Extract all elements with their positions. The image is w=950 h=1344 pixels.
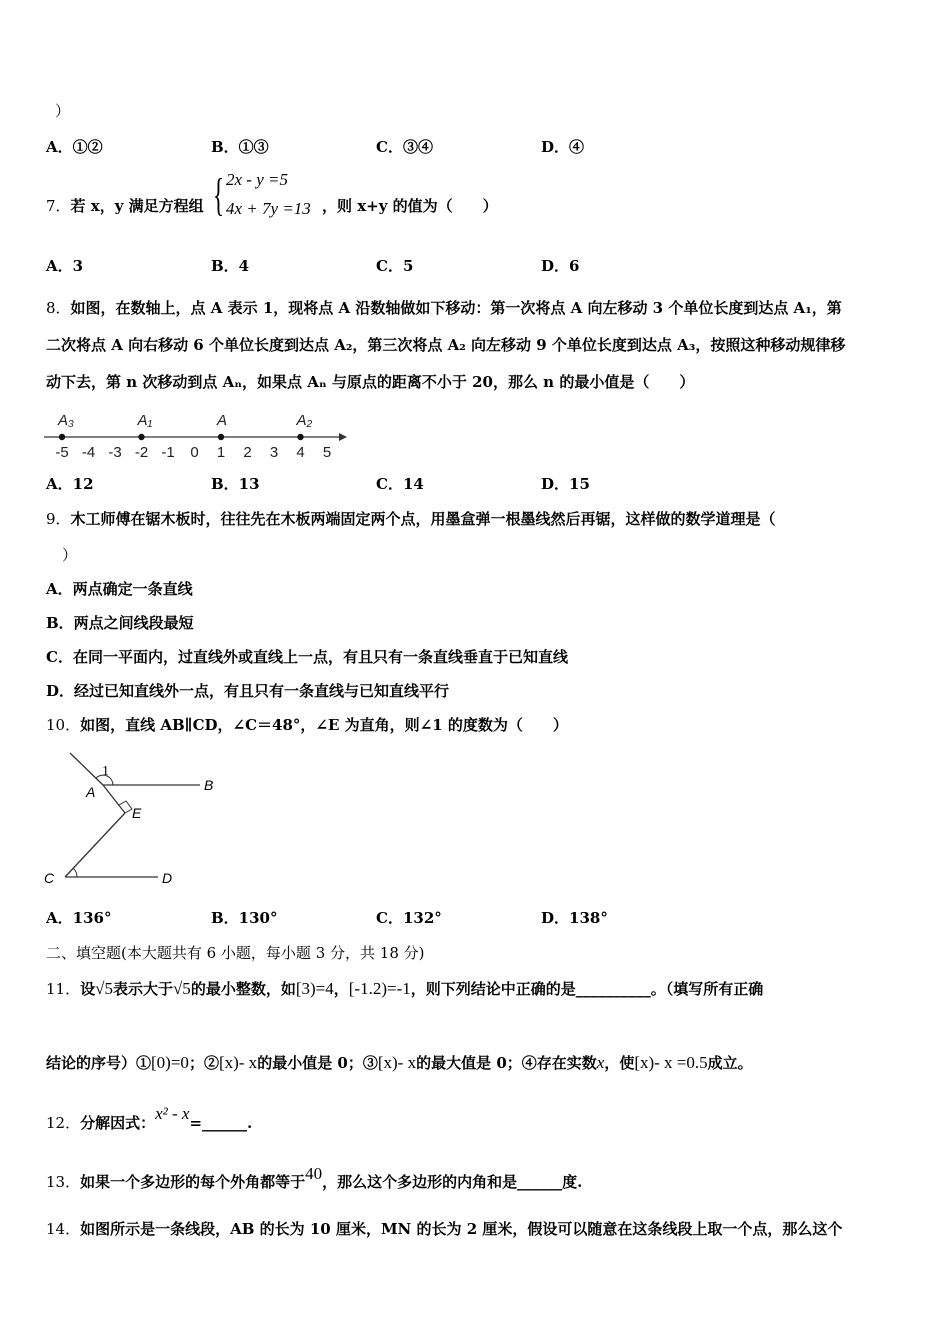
tick-label: -1 — [161, 444, 175, 461]
q11-sqrt5-b: √5 — [172, 979, 191, 998]
question-7-text — [46, 195, 204, 216]
q9-option-d: D．经过已知直线外一点，有且只有一条直线与已知直线平行 — [46, 682, 450, 700]
q9-option-c: C．在同一平面内，过直线外或直线上一点，有且只有一条直线垂直于已知直线 — [46, 648, 568, 666]
prev-option-a: A．①② — [46, 138, 103, 156]
point-label: A₃ — [58, 412, 74, 429]
question-7-number: 7． — [46, 197, 71, 215]
tick-label: -2 — [134, 444, 149, 461]
q8-option-d: D．15 — [541, 475, 590, 493]
q13-tail: ，那么这个多边形的内角和是______度. — [322, 1173, 583, 1191]
q11-example-2: [-1.2)=-1 — [348, 979, 411, 998]
q11-claim-1: [0)=0 — [151, 1053, 189, 1072]
q10-option-d: D．138° — [541, 909, 608, 927]
q8-option-a: A．12 — [46, 475, 94, 493]
tick-label: 4 — [296, 444, 305, 461]
tick-label: -3 — [108, 444, 122, 461]
tick-label: -4 — [81, 444, 96, 461]
question-9-line-2: ） — [62, 546, 78, 564]
prev-option-c: C．③④ — [376, 138, 433, 156]
q11-text-3: 的最小整数，如 — [190, 980, 296, 998]
tick-label: 0 — [190, 444, 199, 461]
question-13-line — [46, 1164, 583, 1192]
q8-option-b: B．13 — [211, 475, 260, 493]
q11-line2-text-b: ；② — [188, 1054, 219, 1072]
q11-line2-text-c: 的最小值是 0；③ — [257, 1054, 378, 1072]
q12-lead: 分解因式： — [80, 1114, 156, 1132]
question-10-line — [46, 714, 568, 735]
q11-claim-2: [x)- x — [218, 1053, 258, 1072]
prev-close-paren: ） — [55, 102, 71, 120]
q11-var-x: x — [596, 1053, 605, 1072]
question-12-line — [46, 1104, 253, 1133]
point-marker — [297, 434, 303, 440]
tick-label: 3 — [269, 444, 279, 461]
q7-option-a: A．3 — [46, 257, 84, 275]
question-7-tail: ，则 x+y 的值为（ ） — [322, 197, 498, 215]
q11-comma: ， — [333, 980, 349, 998]
system-equation-2: 4x + 7y =13 — [226, 199, 311, 218]
q9-option-b: B．两点之间线段最短 — [46, 614, 194, 632]
segment-ae — [103, 785, 125, 813]
q11-claim-4: [x)- x =0.5 — [634, 1053, 708, 1072]
label-e: E — [132, 805, 142, 821]
point-label: A — [217, 412, 228, 429]
q11-text-2: 表示大于 — [112, 980, 173, 998]
tick-label: -5 — [55, 444, 69, 461]
transversal-line-upper — [70, 753, 103, 785]
question-11-line-1 — [46, 978, 763, 999]
q11-sqrt5-a: √5 — [95, 979, 113, 998]
point-label: A₂ — [296, 412, 313, 429]
point-label: A₁ — [137, 412, 153, 429]
question-8-line-3: 动下去，第 n 次移动到点 Aₙ，如果点 Aₙ 与原点的距离不小于 20，那么 n 的最小值是（ ） — [46, 373, 695, 391]
parallel-lines-figure — [40, 745, 230, 895]
question-10-text: 如图，直线 AB∥CD，∠C＝48°，∠E 为直角，则∠1 的度数为（ ） — [80, 716, 568, 734]
q11-text-1: 设 — [80, 980, 96, 998]
q11-text-4: ，则下列结论中正确的是__________。（填写所有正确 — [410, 980, 764, 998]
question-9-number: 9． — [46, 510, 71, 528]
q9-option-a: A．两点确定一条直线 — [46, 580, 193, 598]
q11-line2-text-a: 结论的序号）① — [46, 1054, 152, 1072]
tick-label: 5 — [322, 444, 332, 461]
q13-value: 40 — [305, 1164, 323, 1183]
question-8-line-1 — [46, 297, 842, 318]
point-marker — [138, 434, 144, 440]
question-8-line-1-text: 如图，在数轴上，点 A 表示 1，现将点 A 沿数轴做如下移动：第一次将点 A 向左移动 3 个单位长度到达点 A₁，第 — [70, 299, 842, 317]
label-b: B — [204, 777, 214, 793]
label-d: D — [162, 870, 173, 886]
number-line-figure — [40, 405, 360, 465]
question-11-number: 11． — [46, 980, 81, 998]
q11-example-1: [3)=4 — [295, 979, 334, 998]
tick-label: 2 — [243, 444, 252, 461]
q10-option-b: B．130° — [211, 909, 278, 927]
question-8-number: 8． — [46, 299, 71, 317]
label-c: C — [44, 870, 55, 886]
number-line-arrow — [339, 433, 347, 441]
segment-ec — [65, 813, 125, 877]
q12-tail: =______. — [189, 1114, 253, 1132]
question-12-number: 12． — [46, 1114, 81, 1132]
system-brace: { — [213, 169, 225, 220]
q7-option-c: C．5 — [376, 257, 414, 275]
q11-line2-text-d: 的最大值是 0；④存在实数 — [416, 1054, 597, 1072]
q7-option-d: D．6 — [541, 257, 580, 275]
q12-expression: x² - x — [155, 1104, 190, 1123]
q10-option-c: C．132° — [376, 909, 442, 927]
question-9-line-1-text: 木工师傅在锯木板时，往往先在木板两端固定两个点，用墨盒弹一根墨线然后再锯，这样做的数学道理是（ — [70, 510, 776, 528]
question-9-line-1 — [46, 508, 776, 529]
system-equation-1: 2x - y =5 — [226, 170, 288, 189]
q11-claim-3: [x)- x — [377, 1053, 417, 1072]
question-11-line-2 — [46, 1052, 753, 1073]
q7-option-b: B．4 — [211, 257, 250, 275]
question-7-lead: 若 x，y 满足方程组 — [70, 197, 204, 215]
section-2-heading: 二、填空题(本大题共有 6 小题，每小题 3 分，共 18 分) — [46, 944, 425, 962]
question-10-number: 10． — [46, 716, 81, 734]
q14-text: 如图所示是一条线段，AB 的长为 10 厘米，MN 的长为 2 厘米，假设可以随意在这条线段上取一个点，那么这个 — [80, 1220, 843, 1238]
tick-label: 1 — [216, 444, 226, 461]
q11-line2-text-e: ，使 — [604, 1054, 635, 1072]
question-14-number: 14． — [46, 1220, 81, 1238]
prev-option-d: D．④ — [541, 138, 585, 156]
q8-option-c: C．14 — [376, 475, 424, 493]
question-13-number: 13． — [46, 1173, 81, 1191]
question-14-line — [46, 1218, 842, 1239]
label-a: A — [86, 784, 96, 800]
prev-option-b: B．①③ — [211, 138, 269, 156]
q13-lead: 如果一个多边形的每个外角都等于 — [80, 1173, 306, 1191]
point-marker — [59, 434, 65, 440]
q11-line2-text-f: 成立。 — [707, 1054, 753, 1072]
label-1: 1 — [102, 764, 109, 779]
q10-option-a: A．136° — [46, 909, 112, 927]
point-marker — [218, 434, 224, 440]
question-8-line-2: 二次将点 A 向右移动 6 个单位长度到达点 A₂，第三次将点 A₂ 向左移动 9 个单位长度到达点 A₃，按照这种移动规律移 — [46, 336, 846, 354]
angle-c-arc — [73, 868, 77, 877]
